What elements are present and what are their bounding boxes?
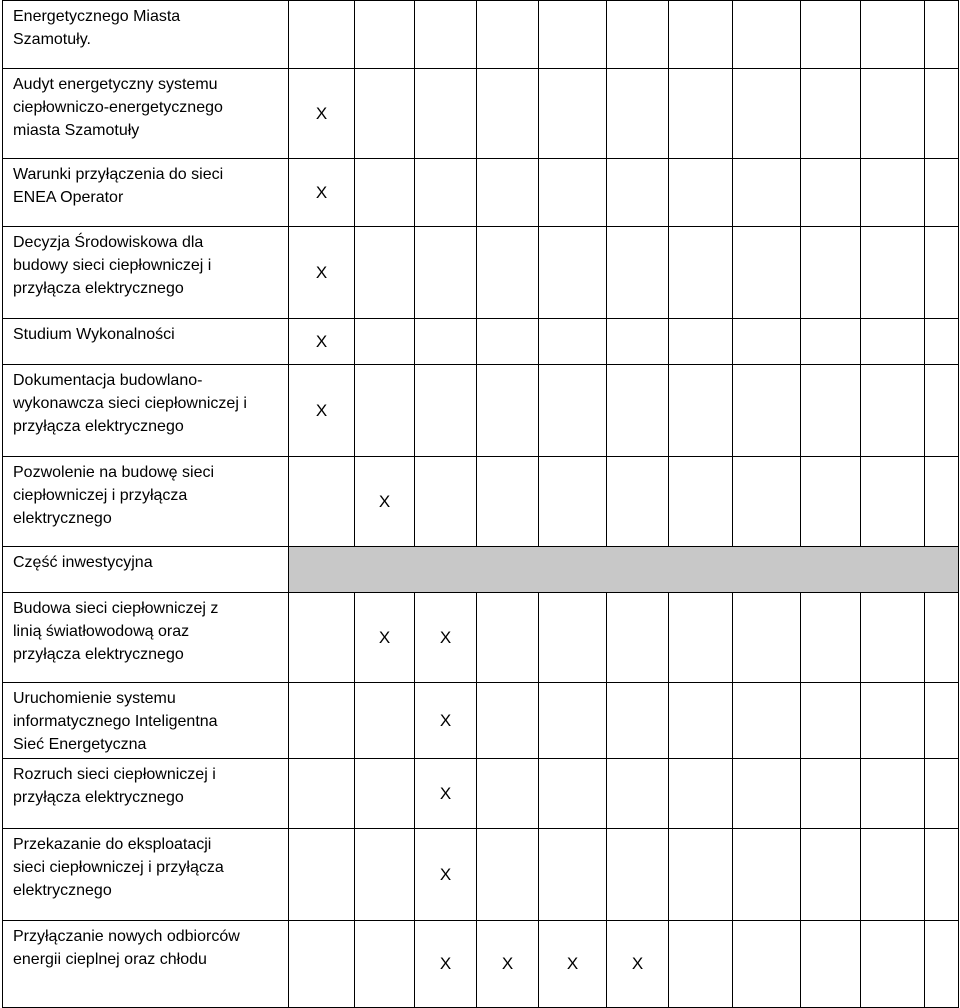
schedule-cell <box>925 457 959 547</box>
schedule-cell <box>355 319 415 365</box>
schedule-cell <box>539 365 607 457</box>
schedule-cell <box>415 457 477 547</box>
task-label-line: sieci ciepłowniczej i przyłącza <box>13 859 224 876</box>
schedule-cell <box>669 227 733 319</box>
schedule-cell: X <box>415 683 477 759</box>
schedule-cell <box>415 227 477 319</box>
task-row <box>3 365 959 457</box>
schedule-cell <box>861 159 925 227</box>
schedule-cell: X <box>415 759 477 829</box>
schedule-cell: X <box>289 227 355 319</box>
task-label-line: Audyt energetyczny systemu <box>13 76 218 93</box>
schedule-cell <box>801 227 861 319</box>
task-label-line: ENEA Operator <box>13 189 124 206</box>
task-label <box>3 159 289 227</box>
schedule-cell: X <box>415 593 477 683</box>
schedule-cell <box>669 759 733 829</box>
task-label <box>3 1 289 69</box>
task-label-line: Sieć Energetyczna <box>13 736 147 753</box>
schedule-cell <box>733 69 801 159</box>
task-label-line: Przyłączanie nowych odbiorców <box>13 928 240 945</box>
schedule-cell: X <box>355 457 415 547</box>
schedule-cell <box>861 829 925 921</box>
schedule-cell <box>355 1 415 69</box>
task-row <box>3 593 959 683</box>
schedule-cell <box>477 829 539 921</box>
schedule-cell <box>861 227 925 319</box>
schedule-cell <box>925 1 959 69</box>
schedule-cell <box>477 457 539 547</box>
schedule-cell <box>539 829 607 921</box>
schedule-cell <box>355 159 415 227</box>
schedule-cell <box>801 365 861 457</box>
schedule-cell <box>607 69 669 159</box>
task-label-line: Warunki przyłączenia do sieci <box>13 166 224 183</box>
task-label-line: Część inwestycyjna <box>13 554 153 571</box>
schedule-cell: X <box>415 921 477 1008</box>
task-label-line: informatycznego Inteligentna <box>13 713 218 730</box>
schedule-cell <box>539 1 607 69</box>
schedule-cell <box>355 683 415 759</box>
schedule-cell <box>415 1 477 69</box>
schedule-cell <box>801 159 861 227</box>
schedule-cell <box>355 759 415 829</box>
schedule-cell <box>733 1 801 69</box>
schedule-cell <box>861 457 925 547</box>
schedule-cell <box>669 921 733 1008</box>
task-row <box>3 159 959 227</box>
task-label <box>3 69 289 159</box>
task-row <box>3 227 959 319</box>
schedule-cell <box>477 319 539 365</box>
schedule-cell <box>355 921 415 1008</box>
schedule-cell <box>477 69 539 159</box>
schedule-cell <box>539 683 607 759</box>
task-row <box>3 319 959 365</box>
task-label-line: elektrycznego <box>13 510 112 527</box>
schedule-cell <box>539 227 607 319</box>
schedule-cell <box>607 683 669 759</box>
schedule-cell <box>477 1 539 69</box>
schedule-cell <box>539 69 607 159</box>
schedule-cell <box>801 593 861 683</box>
task-label <box>3 921 289 1008</box>
schedule-cell <box>477 365 539 457</box>
task-label <box>3 593 289 683</box>
schedule-cell <box>415 159 477 227</box>
task-row <box>3 69 959 159</box>
schedule-cell <box>733 593 801 683</box>
schedule-cell <box>355 227 415 319</box>
task-label-line: Przekazanie do eksploatacji <box>13 836 212 853</box>
schedule-cell <box>925 829 959 921</box>
schedule-cell <box>669 593 733 683</box>
schedule-cell <box>801 921 861 1008</box>
schedule-cell <box>355 829 415 921</box>
schedule-cell <box>289 829 355 921</box>
schedule-cell <box>289 759 355 829</box>
task-label-line: Szamotuły. <box>13 31 91 48</box>
schedule-cell <box>669 365 733 457</box>
task-label-line: ciepłowniczej i przyłącza <box>13 487 188 504</box>
schedule-cell <box>539 759 607 829</box>
schedule-cell <box>289 921 355 1008</box>
task-label-line: energii cieplnej oraz chłodu <box>13 951 207 968</box>
schedule-cell <box>289 593 355 683</box>
schedule-cell <box>539 457 607 547</box>
task-row <box>3 921 959 1008</box>
schedule-cell <box>669 159 733 227</box>
schedule-cell <box>801 457 861 547</box>
schedule-cell <box>607 159 669 227</box>
schedule-cell <box>861 683 925 759</box>
task-label <box>3 319 289 365</box>
schedule-cell: X <box>539 921 607 1008</box>
schedule-cell <box>539 319 607 365</box>
task-label-line: ciepłowniczo-energetycznego <box>13 99 223 116</box>
schedule-cell: X <box>355 593 415 683</box>
schedule-cell <box>801 683 861 759</box>
schedule-cell <box>415 365 477 457</box>
task-row <box>3 759 959 829</box>
schedule-cell <box>925 593 959 683</box>
schedule-cell <box>607 319 669 365</box>
task-label-line: przyłącza elektrycznego <box>13 646 184 663</box>
schedule-cell <box>289 457 355 547</box>
task-label-line: przyłącza elektrycznego <box>13 280 184 297</box>
schedule-cell <box>415 319 477 365</box>
task-label-line: Uruchomienie systemu <box>13 690 176 707</box>
schedule-cell: X <box>289 159 355 227</box>
schedule-cell: X <box>415 829 477 921</box>
schedule-cell <box>861 759 925 829</box>
schedule-rows <box>3 1 959 1008</box>
task-label <box>3 759 289 829</box>
schedule-cell <box>607 1 669 69</box>
schedule-cell <box>733 683 801 759</box>
task-label <box>3 457 289 547</box>
task-label-line: budowy sieci ciepłowniczej i <box>13 257 212 274</box>
schedule-cell <box>801 1 861 69</box>
task-row <box>3 683 959 759</box>
task-label <box>3 365 289 457</box>
task-label-line: elektrycznego <box>13 882 112 899</box>
task-row <box>3 457 959 547</box>
schedule-cell <box>477 759 539 829</box>
task-row <box>3 829 959 921</box>
schedule-cell <box>733 365 801 457</box>
schedule-cell: X <box>477 921 539 1008</box>
schedule-cell <box>925 683 959 759</box>
schedule-cell <box>801 759 861 829</box>
section-label <box>3 547 289 593</box>
schedule-cell <box>477 683 539 759</box>
schedule-cell <box>733 759 801 829</box>
task-label-line: Dokumentacja budowlano- <box>13 372 203 389</box>
schedule-cell <box>355 69 415 159</box>
task-label <box>3 829 289 921</box>
schedule-cell <box>733 921 801 1008</box>
schedule-cell <box>925 921 959 1008</box>
schedule-cell <box>861 593 925 683</box>
schedule-cell <box>607 365 669 457</box>
schedule-cell <box>607 759 669 829</box>
schedule-cell <box>733 829 801 921</box>
task-label-line: Budowa sieci ciepłowniczej z <box>13 600 219 617</box>
schedule-cell <box>607 227 669 319</box>
schedule-cell <box>861 921 925 1008</box>
schedule-cell <box>925 159 959 227</box>
task-row <box>3 1 959 69</box>
schedule-cell <box>733 457 801 547</box>
task-label <box>3 227 289 319</box>
schedule-cell <box>801 319 861 365</box>
schedule-cell: X <box>289 365 355 457</box>
task-label-line: Energetycznego Miasta <box>13 8 181 25</box>
schedule-cell <box>477 159 539 227</box>
schedule-cell <box>355 365 415 457</box>
schedule-cell <box>669 319 733 365</box>
task-label-line: Rozruch sieci ciepłowniczej i <box>13 766 216 783</box>
schedule-cell <box>861 319 925 365</box>
section-row <box>3 547 959 593</box>
task-label <box>3 683 289 759</box>
task-label-line: linią światłowodową oraz <box>13 623 190 640</box>
schedule-cell <box>925 227 959 319</box>
schedule-cell <box>669 457 733 547</box>
schedule-cell <box>861 1 925 69</box>
schedule-cell <box>607 457 669 547</box>
schedule-cell <box>733 227 801 319</box>
task-label-line: miasta Szamotuły <box>13 122 140 139</box>
section-shading <box>289 547 959 593</box>
schedule-cell <box>607 593 669 683</box>
schedule-table <box>2 0 959 1008</box>
schedule-cell <box>669 1 733 69</box>
schedule-cell <box>415 69 477 159</box>
task-label-line: Pozwolenie na budowę sieci <box>13 464 215 481</box>
schedule-cell <box>925 69 959 159</box>
task-label-line: przyłącza elektrycznego <box>13 418 184 435</box>
schedule-cell <box>669 69 733 159</box>
schedule-cell <box>289 683 355 759</box>
schedule-cell <box>539 593 607 683</box>
task-label-line: Decyzja Środowiskowa dla <box>13 234 204 251</box>
schedule-cell <box>289 1 355 69</box>
schedule-cell <box>801 69 861 159</box>
schedule-cell <box>925 319 959 365</box>
schedule-cell <box>669 829 733 921</box>
schedule-cell <box>801 829 861 921</box>
schedule-cell <box>733 159 801 227</box>
schedule-cell <box>669 683 733 759</box>
schedule-cell <box>925 365 959 457</box>
task-label-line: Studium Wykonalności <box>13 326 175 343</box>
task-label-line: przyłącza elektrycznego <box>13 789 184 806</box>
schedule-cell <box>539 159 607 227</box>
schedule-cell <box>607 829 669 921</box>
schedule-cell <box>861 69 925 159</box>
schedule-cell: X <box>607 921 669 1008</box>
schedule-cell <box>477 593 539 683</box>
schedule-cell <box>925 759 959 829</box>
schedule-cell <box>477 227 539 319</box>
schedule-cell: X <box>289 69 355 159</box>
schedule-cell: X <box>289 319 355 365</box>
task-label-line: wykonawcza sieci ciepłowniczej i <box>13 395 247 412</box>
schedule-cell <box>733 319 801 365</box>
schedule-cell <box>861 365 925 457</box>
